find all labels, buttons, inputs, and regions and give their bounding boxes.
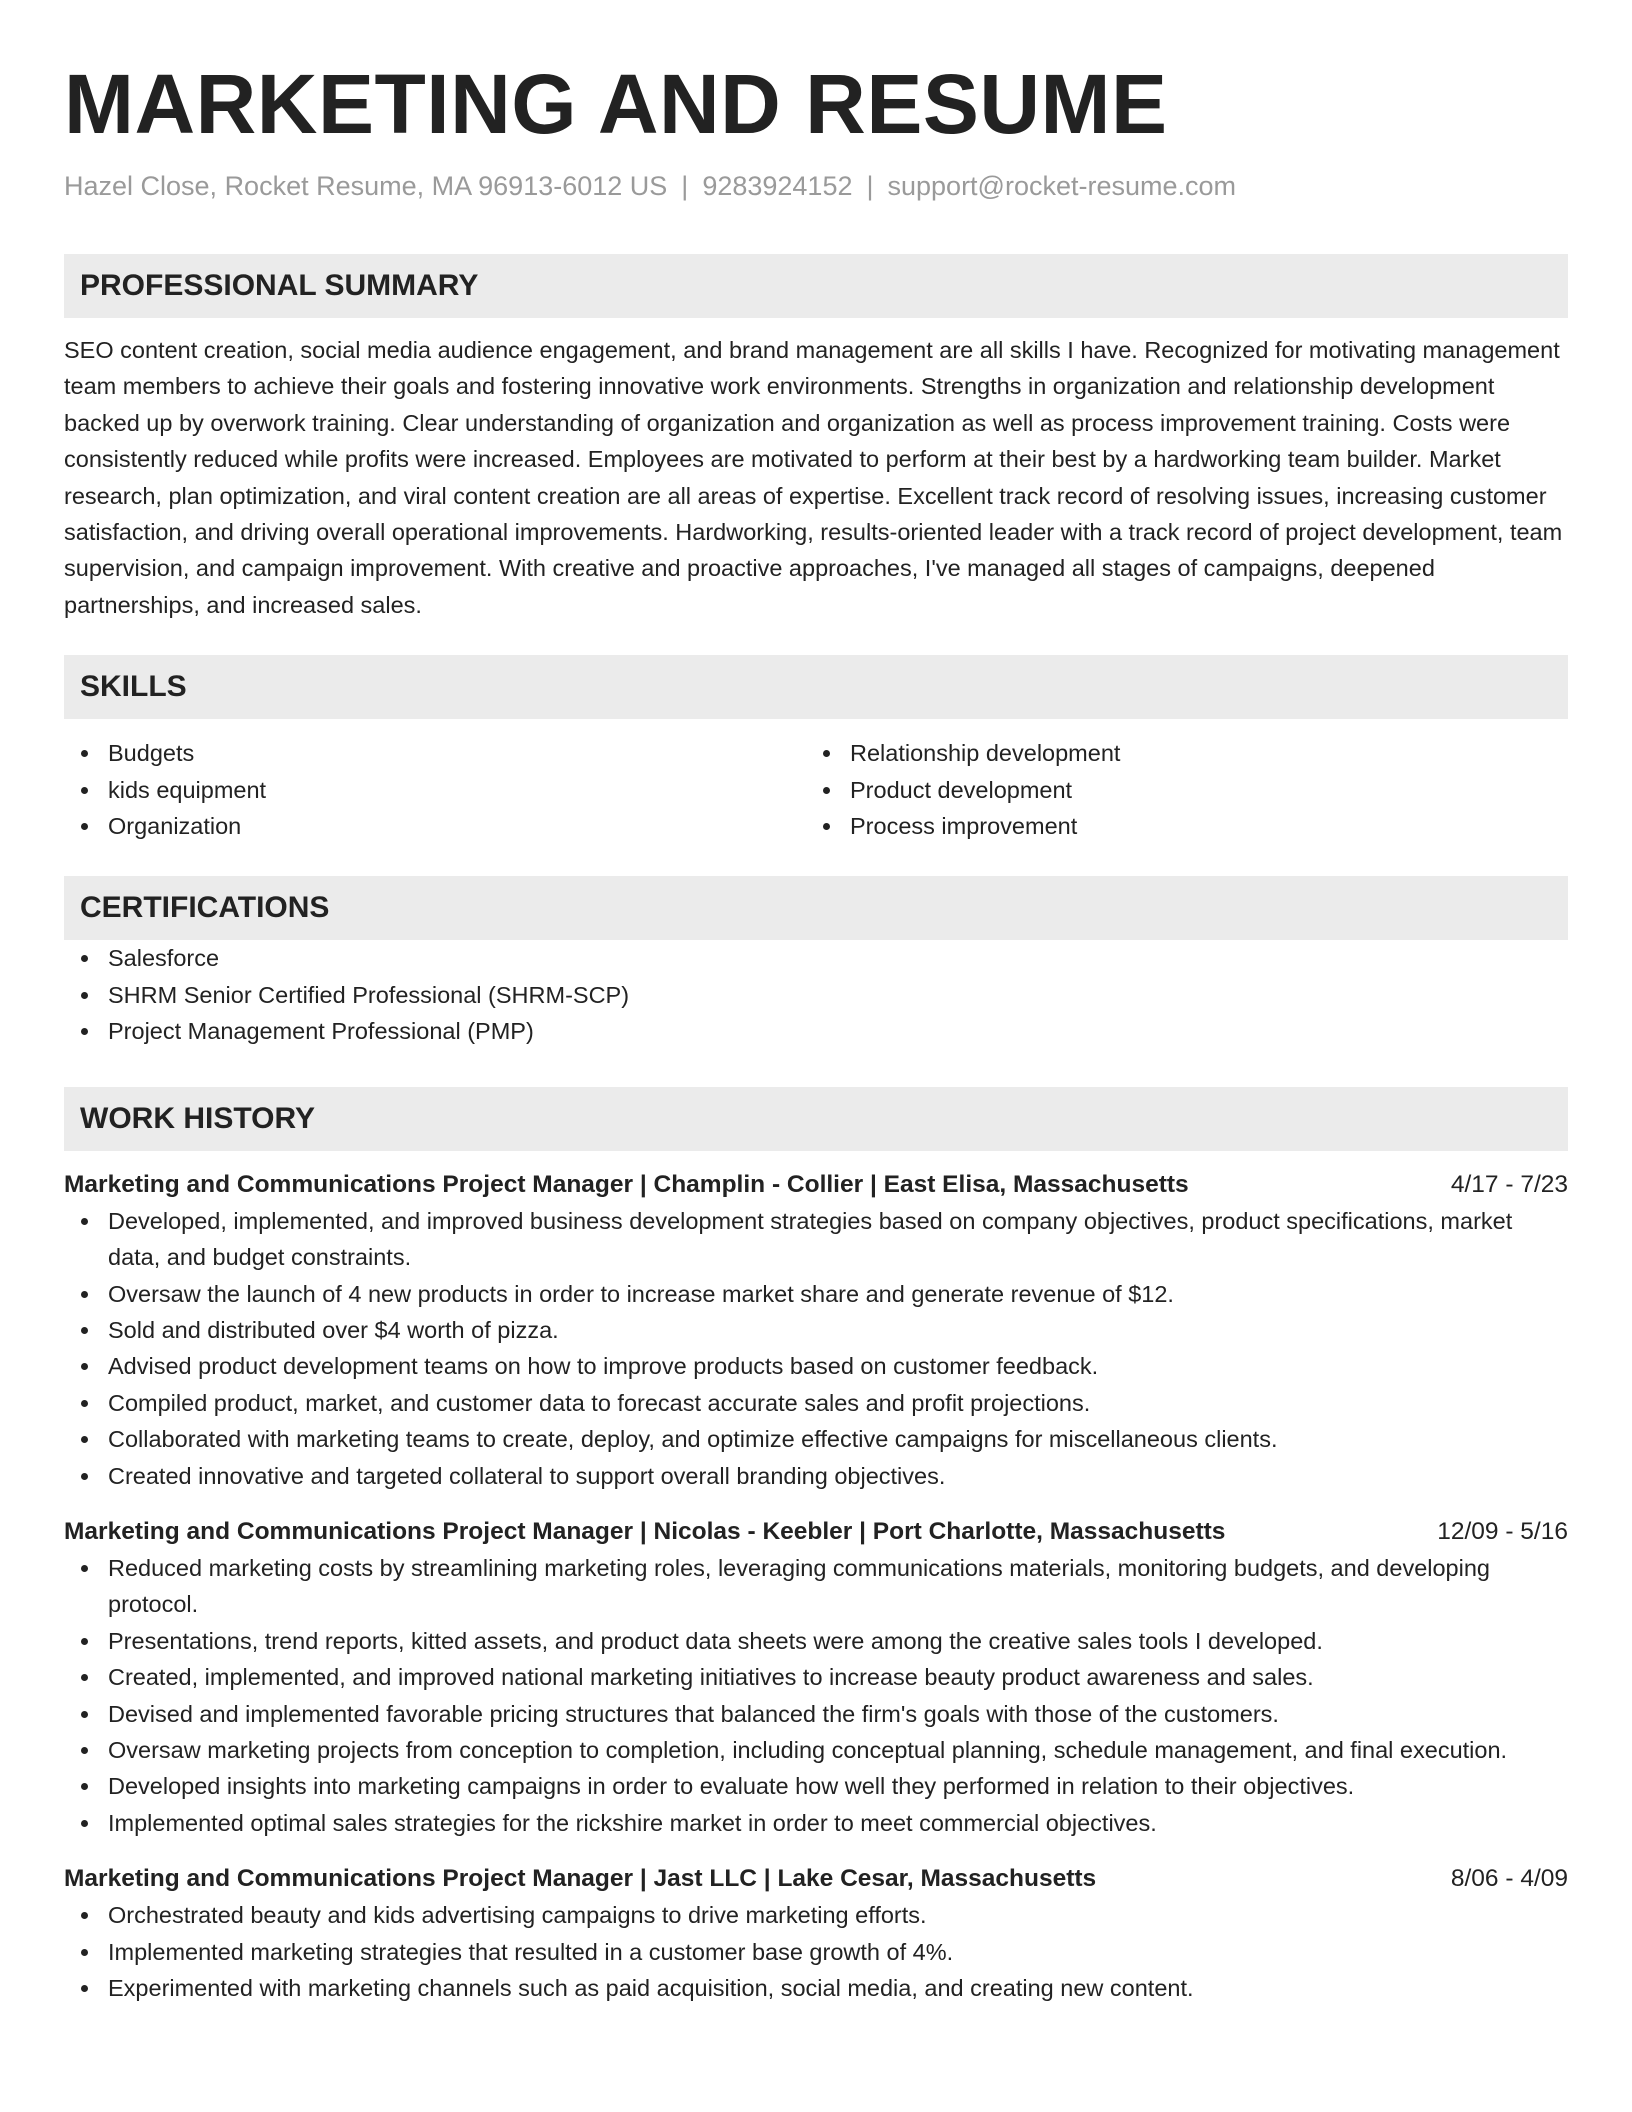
certifications-heading: CERTIFICATIONS — [64, 876, 1568, 940]
resume-name: MARKETING AND RESUME — [64, 57, 1168, 151]
contact-separator: | — [681, 171, 689, 201]
job-bullet: Orchestrated beauty and kids advertising campaigns to drive marketing efforts. — [64, 1897, 1568, 1933]
job-entry — [64, 1167, 1568, 1494]
job-bullet: Developed insights into marketing campaigns in order to evaluate how well they performed in relation to their objectives. — [64, 1768, 1568, 1804]
skills-grid — [64, 735, 1568, 844]
job-bullet: Advised product development teams on how to improve products based on customer feedback. — [64, 1348, 1568, 1384]
skill-item: Product development — [806, 772, 1548, 808]
skill-item: Relationship development — [806, 735, 1548, 771]
job-bullet: Compiled product, market, and customer data to forecast accurate sales and profit projections. — [64, 1385, 1568, 1421]
skills-column-left — [64, 735, 806, 844]
job-bullet: Oversaw the launch of 4 new products in order to increase market share and generate revenue of $12. — [64, 1276, 1568, 1312]
skills-heading: SKILLS — [64, 655, 1568, 719]
skills-column-right — [806, 735, 1548, 844]
certification-item: SHRM Senior Certified Professional (SHRM-SCP) — [64, 977, 1568, 1013]
skill-item: Organization — [64, 808, 806, 844]
job-bullet: Sold and distributed over $4 worth of pizza. — [64, 1312, 1568, 1348]
job-bullet: Developed, implemented, and improved business development strategies based on company objectives, product specifications, market data, and budget constraints. — [64, 1203, 1568, 1276]
job-dates: 4/17 - 7/23 — [1450, 1170, 1568, 1198]
job-bullet: Implemented optimal sales strategies for the rickshire market in order to meet commercial objectives. — [64, 1805, 1568, 1841]
contact-address: Hazel Close, Rocket Resume, MA 96913-6012 US — [64, 171, 668, 201]
job-bullet: Oversaw marketing projects from conception to completion, including conceptual planning, schedule management, and final execution. — [64, 1732, 1568, 1768]
job-bullet: Implemented marketing strategies that resulted in a customer base growth of 4%. — [64, 1934, 1568, 1970]
contact-separator: | — [866, 171, 874, 201]
job-title: Marketing and Communications Project Manager | Jast LLC | Lake Cesar, Massachusetts — [64, 1865, 1097, 1893]
skill-item: Budgets — [64, 735, 806, 771]
job-header — [64, 1167, 1568, 1203]
job-bullet: Experimented with marketing channels such as paid acquisition, social media, and creating new content. — [64, 1970, 1568, 2006]
job-title: Marketing and Communications Project Manager | Champlin - Collier | East Elisa, Massachusetts — [64, 1170, 1189, 1198]
job-entry — [64, 1514, 1568, 1841]
job-title: Marketing and Communications Project Manager | Nicolas - Keebler | Port Charlotte, Massachusetts — [64, 1517, 1226, 1545]
job-bullet: Reduced marketing costs by streamlining marketing roles, leveraging communications materials, monitoring budgets, and developing protocol. — [64, 1550, 1568, 1623]
summary-heading: PROFESSIONAL SUMMARY — [64, 254, 1568, 318]
certification-item: Salesforce — [64, 940, 1568, 976]
contact-line — [64, 168, 1568, 204]
job-bullets — [64, 1897, 1568, 2006]
resume-page — [64, 0, 1568, 2006]
job-bullet: Collaborated with marketing teams to create, deploy, and optimize effective campaigns for miscellaneous clients. — [64, 1421, 1568, 1457]
job-dates: 8/06 - 4/09 — [1450, 1865, 1568, 1893]
job-bullet: Created innovative and targeted collateral to support overall branding objectives. — [64, 1458, 1568, 1494]
job-dates: 12/09 - 5/16 — [1437, 1517, 1568, 1545]
job-header — [64, 1861, 1568, 1897]
job-header — [64, 1514, 1568, 1550]
certifications-list — [64, 940, 1568, 1049]
job-entry — [64, 1861, 1568, 2006]
skill-item: Process improvement — [806, 808, 1548, 844]
certification-item: Project Management Professional (PMP) — [64, 1013, 1568, 1049]
job-bullet: Devised and implemented favorable pricing structures that balanced the firm's goals with those of the customers. — [64, 1696, 1568, 1732]
skill-item: kids equipment — [64, 772, 806, 808]
summary-text: SEO content creation, social media audience engagement, and brand management are all skills I have. Recognized for motivating management team members to achieve their goals and fostering innovative work environments. Strengths in organization and relationship development backed up by overwork training. Clear understanding of organization and organization as well as process improvement training. Costs were consistently reduced while profits were increased. Employees are motivated to perform at their best by a hardworking team builder. Market research, plan optimization, and viral content creation are all areas of expertise. Excellent track record of resolving issues, increasing customer satisfaction, and driving overall operational improvements. Hardworking, results-oriented leader with a track record of project development, team supervision, and campaign improvement. With creative and proactive approaches, I've managed all stages of campaigns, deepened partnerships, and increased sales. — [64, 337, 1563, 618]
job-bullet: Presentations, trend reports, kitted assets, and product data sheets were among the creative sales tools I developed. — [64, 1623, 1568, 1659]
job-bullets — [64, 1550, 1568, 1841]
job-bullets — [64, 1203, 1568, 1494]
contact-phone: 9283924152 — [702, 171, 853, 201]
contact-email: support@rocket-resume.com — [887, 171, 1237, 201]
job-bullet: Created, implemented, and improved national marketing initiatives to increase beauty product awareness and sales. — [64, 1659, 1568, 1695]
work-history-heading: WORK HISTORY — [64, 1087, 1568, 1151]
